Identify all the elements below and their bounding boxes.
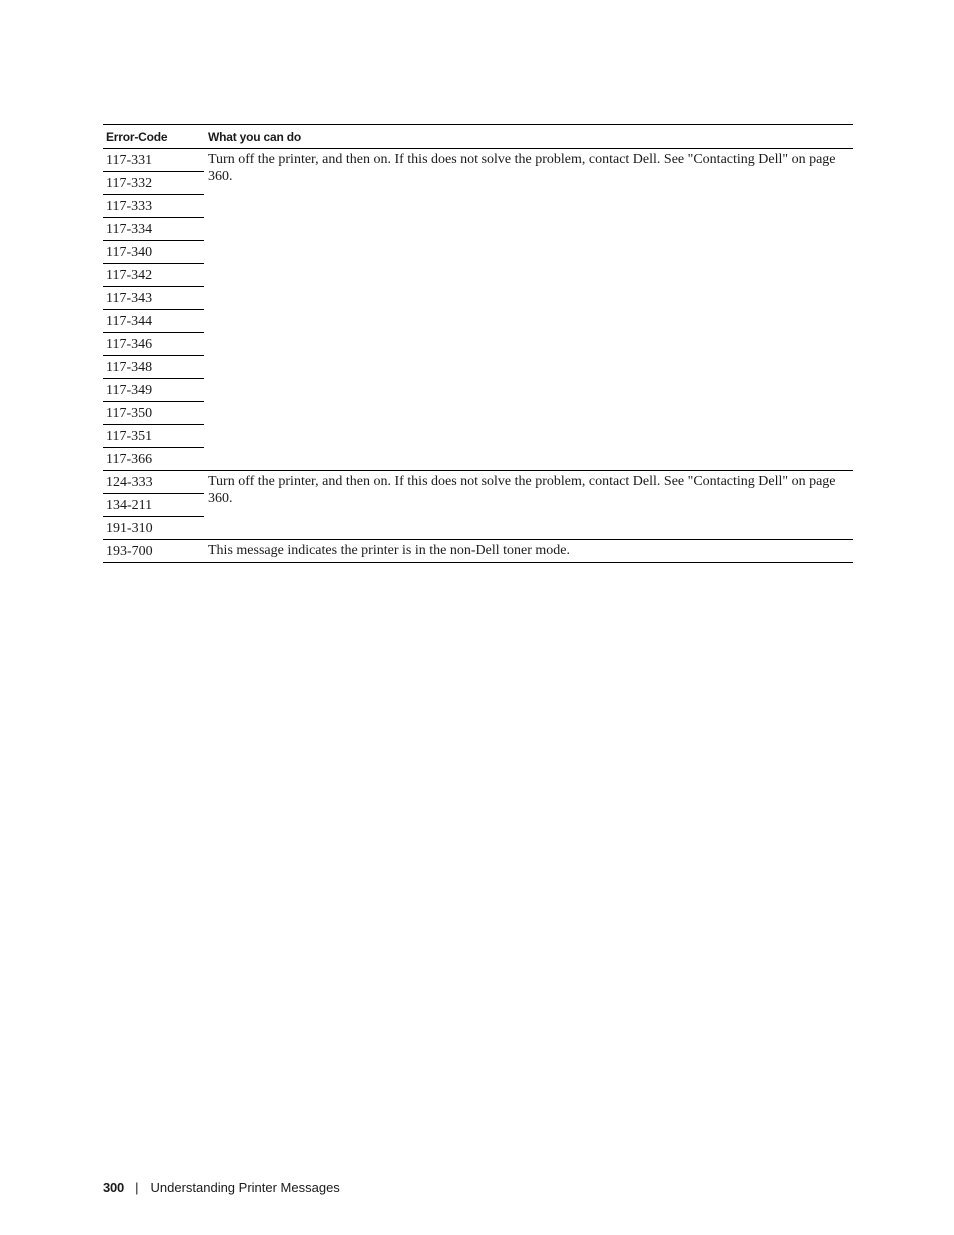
error-code-cell: 117-366 [103,448,204,471]
page-number: 300 [103,1180,125,1195]
error-code-cell: 134-211 [103,494,204,517]
error-code-cell: 124-333 [103,471,204,494]
table-row [103,540,853,563]
error-code-cell: 117-331 [103,149,204,172]
error-code-cell: 117-346 [103,333,204,356]
footer-separator: | [135,1180,139,1195]
error-code-cell: 191-310 [103,517,204,540]
action-cell: This message indicates the printer is in the non-Dell toner mode. [204,540,853,563]
error-code-cell: 117-342 [103,264,204,287]
error-code-cell: 117-340 [103,241,204,264]
error-code-table [103,124,853,563]
error-code-cell: 117-332 [103,172,204,195]
error-code-cell: 117-333 [103,195,204,218]
table-row [103,471,853,494]
error-code-cell: 117-349 [103,379,204,402]
error-code-cell: 117-334 [103,218,204,241]
action-cell: Turn off the printer, and then on. If this does not solve the problem, contact Dell. See "Contacting Dell" on page 360. [204,471,853,540]
error-code-cell: 117-351 [103,425,204,448]
error-code-cell: 117-348 [103,356,204,379]
section-title: Understanding Printer Messages [150,1180,340,1195]
page-footer [103,1180,340,1195]
header-what-you-can-do: What you can do [204,125,853,149]
error-code-cell: 193-700 [103,540,204,563]
table-header-row [103,125,853,149]
action-cell: Turn off the printer, and then on. If this does not solve the problem, contact Dell. See "Contacting Dell" on page 360. [204,149,853,471]
error-code-cell: 117-350 [103,402,204,425]
error-code-cell: 117-344 [103,310,204,333]
table-body [103,149,853,563]
header-error-code: Error-Code [103,125,204,149]
error-code-cell: 117-343 [103,287,204,310]
table-row [103,149,853,172]
